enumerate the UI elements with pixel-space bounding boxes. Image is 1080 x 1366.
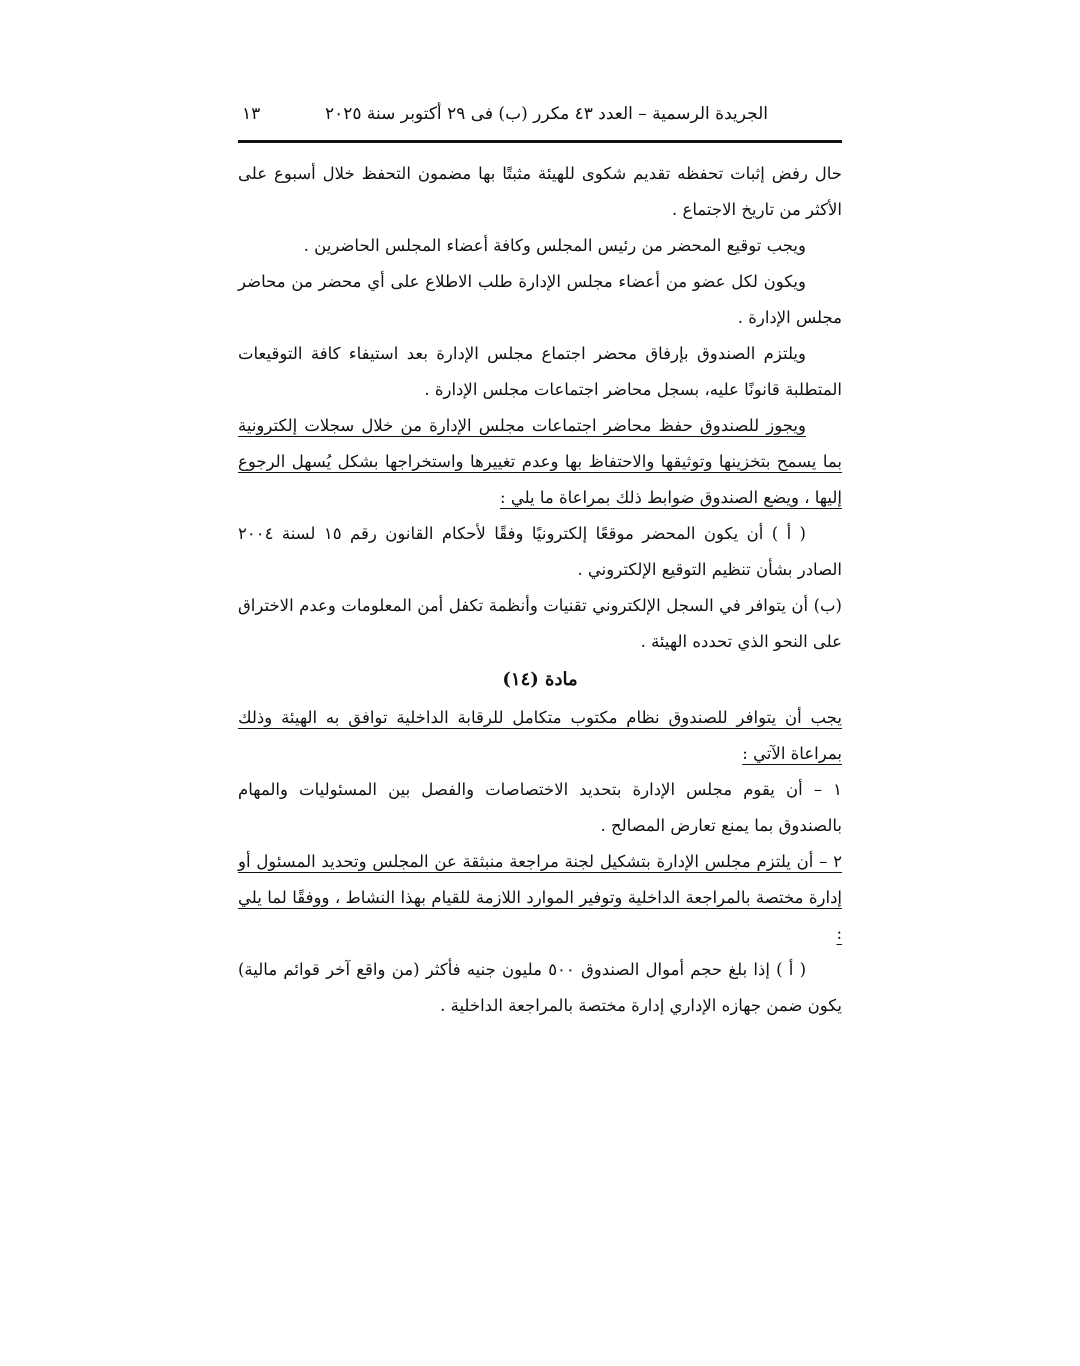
paragraph: [238, 844, 842, 952]
paragraph: [238, 700, 842, 772]
paragraph: [238, 516, 842, 588]
paragraph: [238, 408, 842, 516]
paragraph-text: ويجوز للصندوق حفظ محاضر اجتماعات مجلس الإدارة من خلال سجلات إلكترونية بما يسمح بتخزينها وتوثيقها والاحتفاظ بها وعدم تغييرها واستخراجها بشكل يُسهل الرجوع إليها ، ويضع الصندوق ضوابط ذلك بمراعاة ما يلي :: [238, 416, 842, 507]
paragraph: [238, 952, 842, 1024]
paragraph-text: حال رفض إثبات تحفظه تقديم شكوى للهيئة مثبتًا بها مضمون التحفظ خلال أسبوع على الأكثر من تاريخ الاجتماع .: [238, 164, 842, 219]
paragraph: [238, 264, 842, 336]
page-header: [238, 98, 842, 143]
document-body: [238, 156, 842, 1024]
paragraph-text: ٢ – أن يلتزم مجلس الإدارة بتشكيل لجنة مراجعة منبثقة عن المجلس وتحديد المسئول أو إدارة مختصة بالمراجعة الداخلية وتوفير الموارد اللازمة للقيام بهذا النشاط ، ووفقًا لما يلي :: [238, 852, 842, 943]
paragraph: [238, 588, 842, 660]
paragraph: [238, 772, 842, 844]
paragraph-text: ١ – أن يقوم مجلس الإدارة بتحديد الاختصاصات والفصل بين المسئوليات والمهام بالصندوق بما يمنع تعارض المصالح .: [238, 780, 842, 835]
paragraph-text: يجب أن يتوافر للصندوق نظام مكتوب متكامل للرقابة الداخلية توافق به الهيئة وذلك بمراعاة الآتي :: [238, 708, 842, 763]
paragraph: [238, 156, 842, 228]
gazette-title: الجريدة الرسمية – العدد ٤٣ مكرر (ب) فى ٢٩ أكتوبر سنة ٢٠٢٥: [324, 104, 768, 124]
paragraph-text: ويكون لكل عضو من أعضاء مجلس الإدارة طلب الاطلاع على أي محضر من محاضر مجلس الإدارة .: [238, 272, 842, 327]
article-heading: مادة (١٤): [502, 669, 578, 690]
paragraph-text: ( أ ) إذا بلغ حجم أموال الصندوق ٥٠٠ مليون جنيه فأكثر (من واقع آخر قوائم مالية) يكون ضمن جهازه الإداري إدارة مختصة بالمراجعة الداخلية .: [238, 960, 842, 1015]
paragraph: [238, 228, 842, 264]
paragraph-text: (ب) أن يتوافر في السجل الإلكتروني تقنيات وأنظمة تكفل أمن المعلومات وعدم الاختراق على النحو الذي تحدده الهيئة .: [238, 596, 842, 651]
paragraph-text: ويجب توقيع المحضر من رئيس المجلس وكافة أعضاء المجلس الحاضرين .: [303, 236, 806, 255]
paragraph-text: ( أ ) أن يكون المحضر موقعًا إلكترونيًا وفقًا لأحكام القانون رقم ١٥ لسنة ٢٠٠٤ الصادر بشأن تنظيم التوقيع الإلكتروني .: [238, 524, 842, 579]
paragraph-text: ويلتزم الصندوق بإرفاق محضر اجتماع مجلس الإدارة بعد استيفاء كافة التوقيعات المتطلبة قانونًا عليه، بسجل محاضر اجتماعات مجلس الإدارة .: [238, 344, 842, 399]
page-number: ١٣: [242, 104, 261, 124]
paragraph: [238, 336, 842, 408]
